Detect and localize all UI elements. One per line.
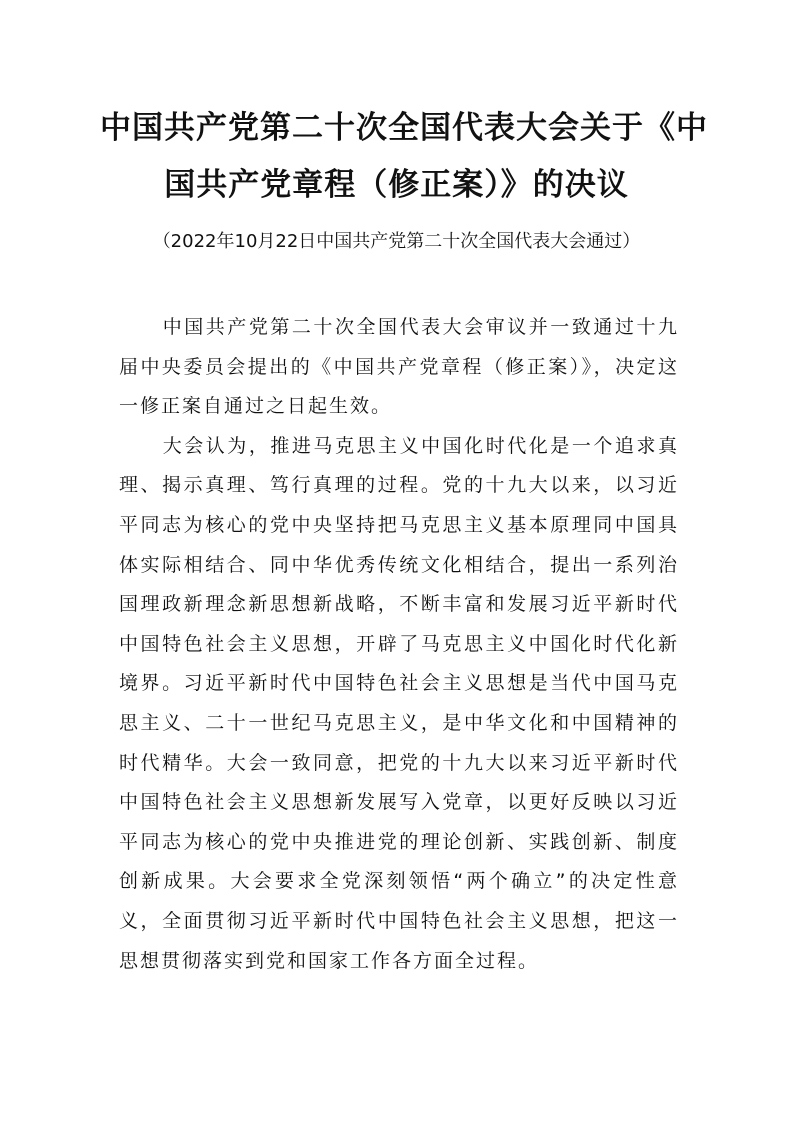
body-paragraph-1: 中国共产党第二十次全国代表大会审议并一致通过十九届中央委员会提出的《中国共产党章程（修正案）》，决定这一修正案自通过之日起生效。 bbox=[119, 316, 679, 418]
document-title-line-1: 中国共产党第二十次全国代表大会关于《中 bbox=[100, 110, 708, 146]
document-subtitle: （2022年10月22日中国共产党第二十次全国代表大会通过） bbox=[152, 231, 641, 252]
body-paragraph-2: 大会认为，推进马克思主义中国化时代化是一个追求真理、揭示真理、笃行真理的过程。党的十九大以来，以习近平同志为核心的党中央坚持把马克思主义基本原理同中国具体实际相结合、同中华优秀传统文化相结合，提出一系列治国理政新理念新思想新战略，不断丰富和发展习近平新时代中国特色社会主义思想，开辟了马克思主义中国化时代化新境界。习近平新时代中国特色社会主义思想是当代中国马克思主义、二十一世纪马克思主义，是中华文化和中国精神的时代精华。大会一致同意，把党的十九大以来习近平新时代中国特色社会主义思想新发展写入党章，以更好反映以习近平同志为核心的党中央推进党的理论创新、实践创新、制度创新成果。大会要求全党深刻领悟“两个确立”的决定性意义，全面贯彻习近平新时代中国特色社会主义思想，把这一思想贯彻落实到党和国家工作各方面全过程。 bbox=[119, 434, 679, 972]
document-body bbox=[119, 308, 679, 981]
document-title-line-2: 国共产党章程（修正案）》的决议 bbox=[164, 167, 629, 203]
